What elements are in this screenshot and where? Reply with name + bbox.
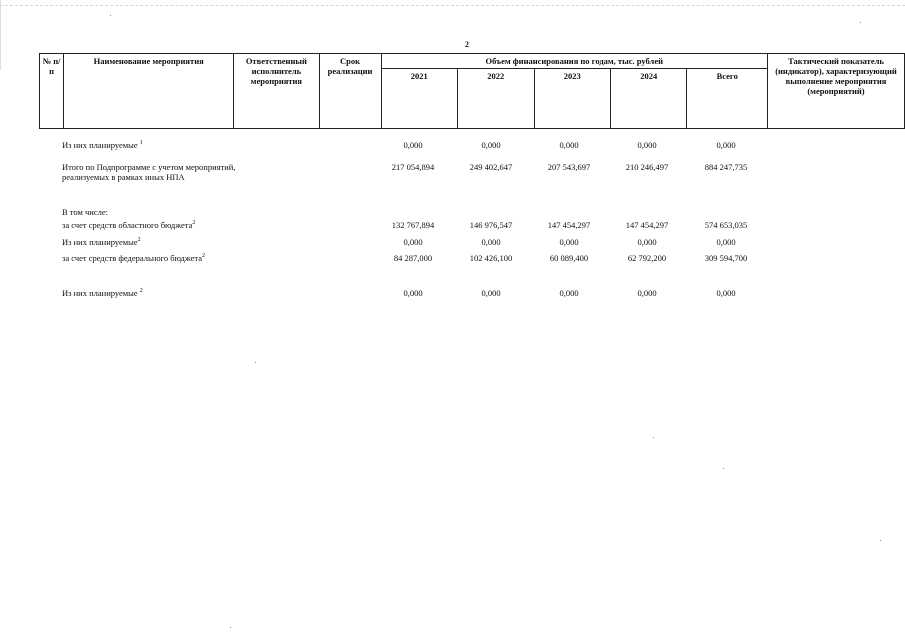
row-label: за счет средств федерального бюджета$^2$: [62, 253, 206, 263]
scan-speck: [230, 627, 231, 628]
row-label: В том числе:: [62, 207, 108, 217]
value-2024: 147 454,297: [625, 220, 669, 230]
value-2021: 0,000: [403, 288, 423, 298]
value-total: 884 247,735: [704, 162, 748, 172]
value-2021: 132 767,894: [391, 220, 435, 230]
financing-table-header: [39, 53, 905, 129]
value-2022: 0,000: [481, 237, 501, 247]
value-2024: 210 246,497: [625, 162, 669, 172]
value-2023: 147 454,297: [547, 220, 591, 230]
value-2024: 0,000: [637, 288, 657, 298]
header-term: Срок реализации: [319, 54, 381, 129]
value-total: 0,000: [716, 237, 736, 247]
row-label: Из них планируемые $^1$: [62, 140, 143, 150]
value-2022: 249 402,647: [469, 162, 513, 172]
value-2021: 0,000: [403, 237, 423, 247]
footnote-mark: 2: [139, 288, 143, 295]
row-label: Из них планируемые$^2$: [62, 237, 141, 247]
header-year-2022: 2022: [458, 69, 534, 129]
scan-speck: [653, 437, 654, 438]
header-name: Наименование мероприятия: [64, 54, 234, 129]
left-edge-shadow: [0, 0, 1, 70]
header-number: № п/п: [40, 54, 64, 129]
header-financing: Объем финансирования по годам, тыс. рублей: [381, 54, 767, 69]
scan-speck: [723, 468, 724, 469]
header-year-2024: 2024: [610, 69, 686, 129]
row-label: Из них планируемые $^2$: [62, 288, 143, 298]
value-2023: 60 089,400: [549, 253, 589, 263]
footnote-mark: 2: [202, 253, 206, 260]
footnote-mark: 2: [192, 220, 196, 227]
scan-speck: [110, 15, 111, 16]
value-2021: 0,000: [403, 140, 423, 150]
page-number: 2: [465, 40, 469, 49]
row-label: Итого по Подпрограмме с учетом мероприятий, реализуемых в рамках иных НПА: [62, 162, 236, 182]
value-total: 0,000: [716, 288, 736, 298]
value-2023: 0,000: [559, 288, 579, 298]
header-total: Всего: [687, 69, 768, 129]
scan-speck: [860, 22, 861, 23]
header-indicator: Тактический показатель (индикатор), характеризующий выполнение мероприятия (мероприятий): [767, 54, 904, 129]
value-2021: 84 287,000: [393, 253, 433, 263]
value-2021: 217 054,894: [391, 162, 435, 172]
footnote-mark: 2: [137, 237, 141, 244]
header-responsible: Ответственный исполнитель мероприятия: [234, 54, 319, 129]
footnote-mark: 1: [139, 140, 143, 147]
value-2022: 146 976,547: [469, 220, 513, 230]
scan-speck: [880, 540, 881, 541]
header-year-2021: 2021: [381, 69, 457, 129]
value-2024: 0,000: [637, 140, 657, 150]
value-2022: 102 426,100: [469, 253, 513, 263]
value-2022: 0,000: [481, 140, 501, 150]
scan-speck: [255, 362, 256, 363]
value-2023: 0,000: [559, 140, 579, 150]
row-label: за счет средств областного бюджета$^2$: [62, 220, 196, 230]
value-total: 574 653,035: [704, 220, 748, 230]
value-total: 309 594,700: [704, 253, 748, 263]
value-2023: 207 543,697: [547, 162, 591, 172]
value-2022: 0,000: [481, 288, 501, 298]
header-year-2023: 2023: [534, 69, 610, 129]
value-2024: 62 792,200: [627, 253, 667, 263]
top-border-line: [0, 5, 905, 6]
value-total: 0,000: [716, 140, 736, 150]
value-2023: 0,000: [559, 237, 579, 247]
value-2024: 0,000: [637, 237, 657, 247]
